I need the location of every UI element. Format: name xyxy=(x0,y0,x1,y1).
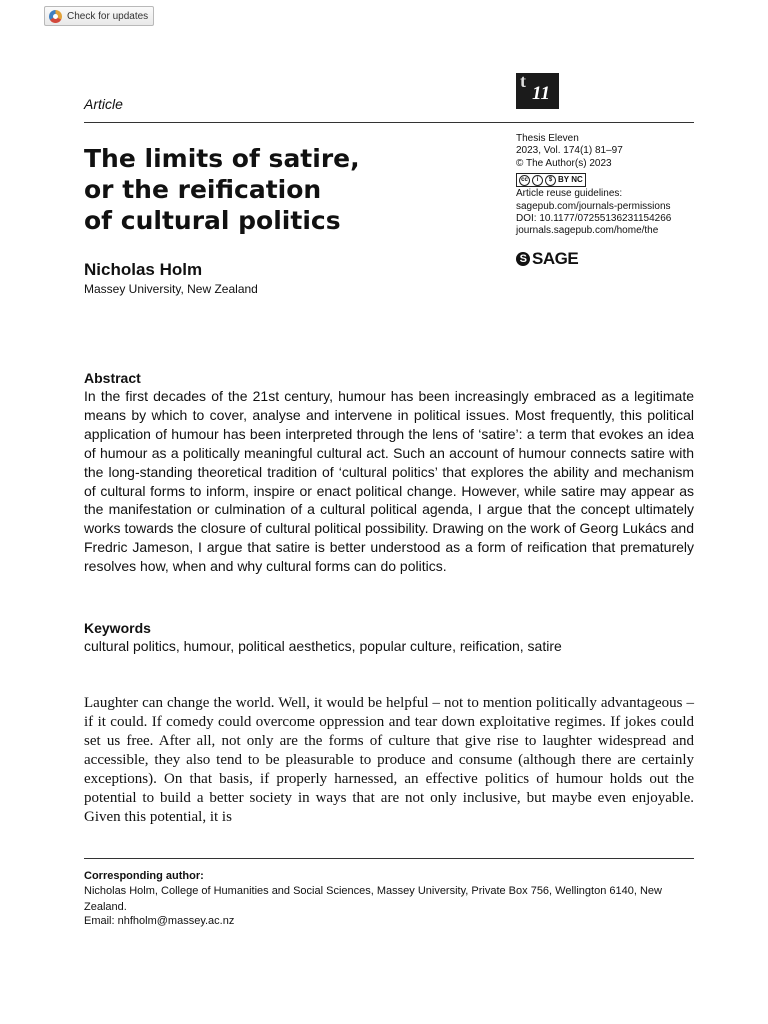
cc-icon: cc xyxy=(519,175,530,186)
publication-meta xyxy=(516,133,716,238)
abstract-heading: Abstract xyxy=(84,370,141,386)
reuse-guidelines-label: Article reuse guidelines: xyxy=(516,188,623,200)
corresponding-author-heading: Corresponding author: xyxy=(84,870,204,882)
keywords-list: cultural politics, humour, political aesthetics, popular culture, reification, satire xyxy=(84,638,562,654)
journal-logo-letter: t xyxy=(520,71,526,91)
crossmark-icon xyxy=(49,10,62,23)
journal-homepage-link[interactable]: journals.sagepub.com/home/the xyxy=(516,225,659,237)
copyright: © The Author(s) 2023 xyxy=(516,157,612,169)
sage-s-icon: S xyxy=(516,252,530,266)
nc-icon: $ xyxy=(545,175,556,186)
keywords-heading: Keywords xyxy=(84,620,151,636)
title-line: of cultural politics xyxy=(84,206,341,235)
publisher-name: SAGE xyxy=(532,249,579,268)
author-name: Nicholas Holm xyxy=(84,260,203,279)
check-for-updates-button[interactable] xyxy=(44,6,154,26)
volume-info: 2023, Vol. 174(1) 81–97 xyxy=(516,145,623,157)
title-line: The limits of satire, xyxy=(84,144,360,173)
footnote-divider xyxy=(84,858,694,859)
author-affiliation: Massey University, New Zealand xyxy=(84,282,258,296)
corresponding-author-email[interactable]: Email: nhfholm@massey.ac.nz xyxy=(84,915,235,927)
by-icon: i xyxy=(532,175,543,186)
cc-license-label: BY NC xyxy=(558,175,583,185)
journal-name: Thesis Eleven xyxy=(516,133,579,144)
check-for-updates-label: Check for updates xyxy=(67,10,149,22)
header-divider xyxy=(84,122,694,123)
publisher-logo xyxy=(516,249,578,269)
journal-logo-number: 11 xyxy=(532,83,550,104)
article-type: Article xyxy=(84,96,123,112)
corresponding-author-address: Nicholas Holm, College of Humanities and Social Sciences, Massey University, Private Box 756, Wellington 6140, New Zealand. xyxy=(84,885,662,913)
abstract-text: In the first decades of the 21st century, humour has been increasingly embraced as a legitimate means by which to cover, analyse and intervene in political issues. Most frequently, this political application of humour has been interpreted through the lens of ‘satire’: a term that evokes an idea of humour as a politically meaningful cultural act. Such an account of humour connects satire with the long-standing theoretical tradition of ‘cultural politics’ that explores the ability and mechanism of cultural forms to inform, inspire or enact political change. However, while satire may appear as the manifestation or culmination of a cultural political agenda, I argue that the concept ultimately works towards the closure of cultural political possibility. Drawing on the work of Georg Lukács and Fredric Jameson, I argue that satire is better understood as a form of reification that prematurely resolves how, when and why cultural forms can do politics. xyxy=(84,388,694,575)
doi[interactable]: DOI: 10.1177/07255136231154266 xyxy=(516,213,672,225)
body-paragraph: Laughter can change the world. Well, it would be helpful – not to mention politically advantageous – if it could. If comedy could overcome oppression and tear down exploitative regimes. If jokes could set us free. After all, not only are the forms of culture that give rise to laughter widespread and accessible, they also tend to be pleasurable to produce and consume (although there are certainly exceptions). On that basis, if properly harnessed, an effective politics of humour holds out the potential to build a better society in ways that are not only inclusive, but maybe even enjoyable. Given this potential, it is xyxy=(84,695,694,825)
title-line: or the reification xyxy=(84,175,322,204)
reuse-guidelines-link[interactable]: sagepub.com/journals-permissions xyxy=(516,200,671,212)
journal-logo xyxy=(516,73,559,109)
cc-license-badge xyxy=(516,170,716,188)
paper-title xyxy=(84,143,484,236)
